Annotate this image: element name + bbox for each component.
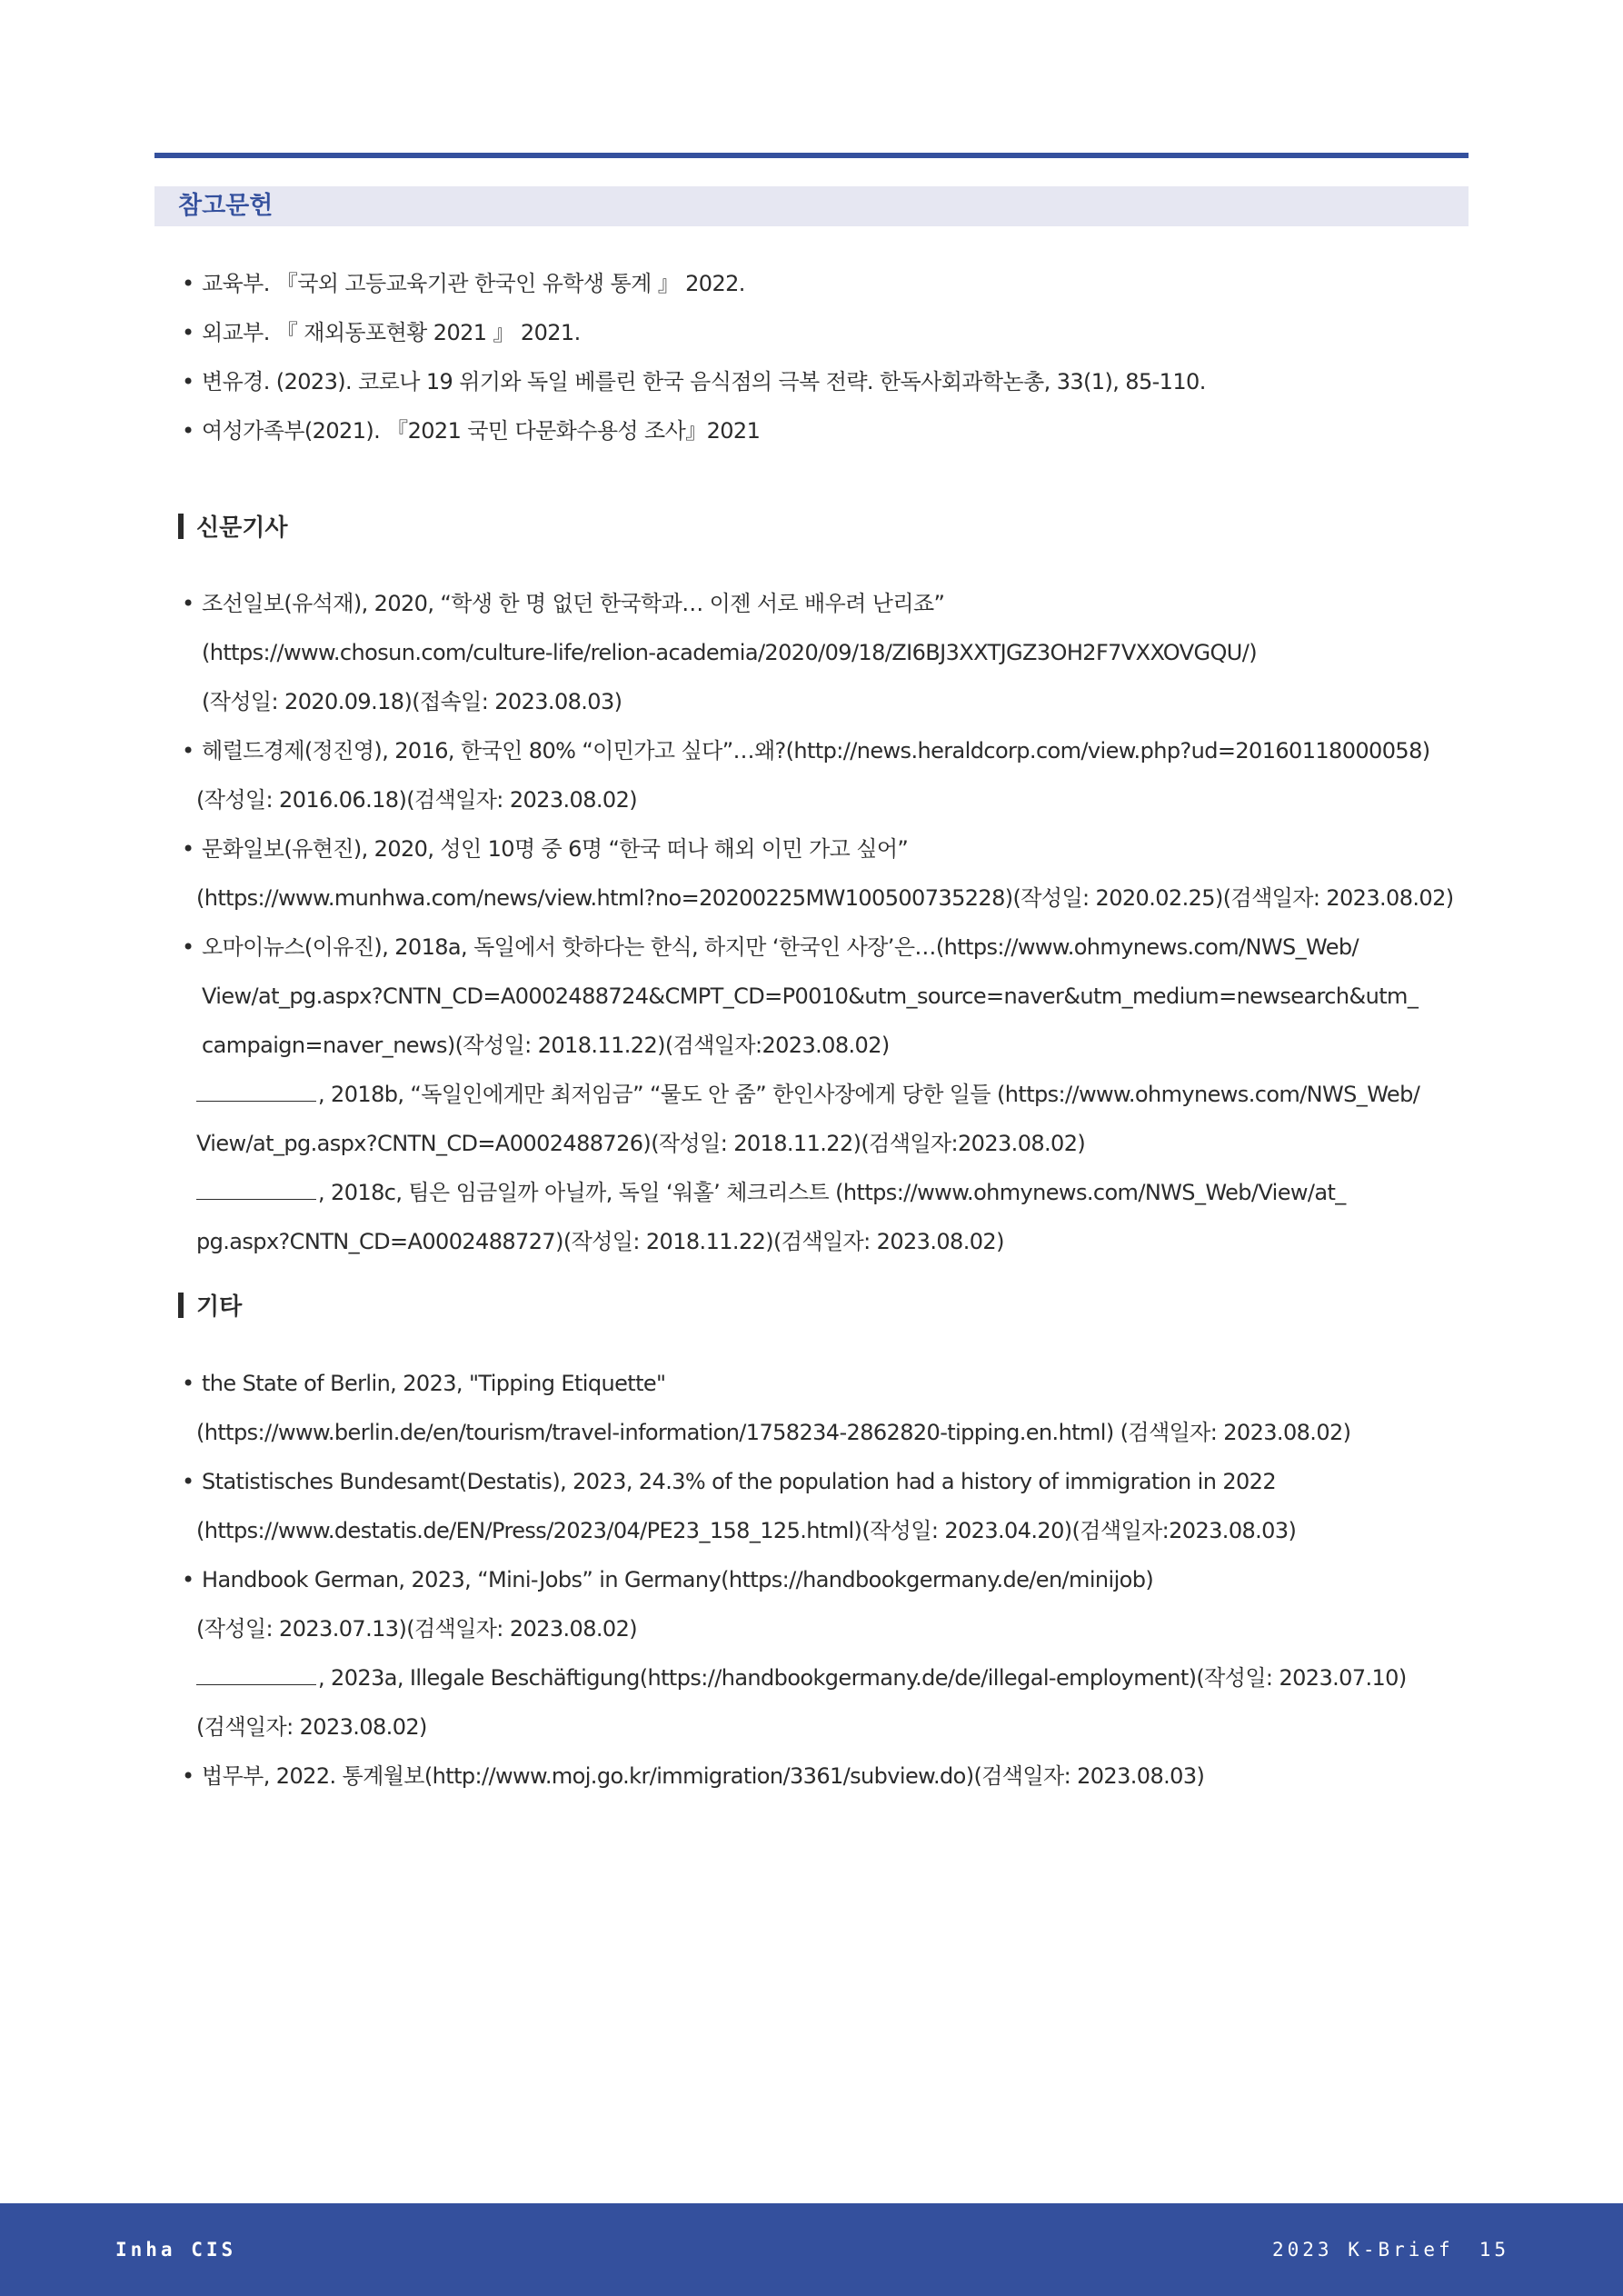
bullet-icon: •	[182, 418, 194, 444]
other-item: • 법무부, 2022. 통계월보(http://www.moj.go.kr/immigration/3361/subview.do)(검색일자: 2023.08.03)	[178, 1752, 1469, 1801]
reference-item: • 외교부. 『 재외동포현황 2021 』 2021.	[178, 308, 1469, 357]
news-item: , 2018b, “독일인에게만 최저임금” “물도 안 줌” 한인사장에게 당한 일들 (https://www.ohmynews.com/NWS_Web/ View/at_pg.aspx?CNTN_CD=A0002488726)(작성일: 2018.11.22)(검색일자:2023.08.02)	[196, 1082, 1420, 1156]
ditto-line	[196, 1666, 316, 1685]
ditto-line	[196, 1181, 316, 1200]
news-item: • 조선일보(유석재), 2020, “학생 한 명 없던 한국학과… 이젠 서로 배우려 난리죠” (https://www.chosun.com/culture-life/relion-academia/2020/09/18/ZI6BJ3XXTJGZ3OH2F7VXXOVGQU/) (작성일: 2020.09.18)(접속일: 2023.08.03)	[178, 579, 1469, 726]
bullet-icon: •	[182, 1371, 194, 1396]
ditto-line	[196, 1083, 316, 1102]
bullet-icon: •	[182, 738, 194, 764]
reference-list	[178, 259, 1469, 455]
reference-item: • 교육부. 『국외 고등교육기관 한국인 유학생 통계 』 2022.	[178, 259, 1469, 308]
reference-item: • 변유경. (2023). 코로나 19 위기와 독일 베를린 한국 음식점의 극복 전략. 한독사회과학논총, 33(1), 85-110.	[178, 357, 1469, 406]
bullet-icon: •	[182, 591, 194, 616]
other-item: • Handbook German, 2023, “Mini-Jobs” in Germany(https://handbookgermany.de/en/minijob) (작성일: 2023.07.13)(검색일자: 2023.08.02)	[178, 1555, 1469, 1653]
bullet-icon: •	[182, 369, 194, 394]
bullet-icon: •	[182, 320, 194, 345]
section-banner	[154, 186, 1469, 226]
bullet-icon: •	[182, 934, 194, 960]
footer-issue: 2023 K-Brief 15	[1271, 2239, 1509, 2261]
news-item: , 2018c, 팀은 임금일까 아닐까, 독일 ‘워홀’ 체크리스트 (https://www.ohmynews.com/NWS_Web/View/at_ pg.aspx?CNTN_CD=A0002488727)(작성일: 2018.11.22)(검색일자: 2023.08.02)	[196, 1180, 1346, 1254]
other-list	[178, 1359, 1469, 1801]
news-item: • 오마이뉴스(이유진), 2018a, 독일에서 핫하다는 한식, 하지만 ‘한국인 사장’은…(https://www.ohmynews.com/NWS_Web/ View/at_pg.aspx?CNTN_CD=A0002488724&CMPT_CD=P0010&utm_source=naver&utm_medium=newsearch&utm_ campaign=naver_news)(작성일: 2018.11.22)(검색일자:2023.08.02)	[178, 923, 1469, 1070]
other-item: • the State of Berlin, 2023, "Tipping Etiquette" (https://www.berlin.de/en/tourism/travel-information/1758234-2862820-tipping.en.html) (검색일자: 2023.08.02)	[178, 1359, 1469, 1457]
news-list	[178, 579, 1469, 1266]
other-item: , 2023a, Illegale Beschäftigung(https://handbookgermany.de/de/illegal-employment)(작성일: 2023.07.10) (검색일자: 2023.08.02)	[196, 1665, 1407, 1740]
bullet-icon: •	[182, 1567, 194, 1592]
other-item: • Statistisches Bundesamt(Destatis), 2023, 24.3% of the population had a history of immigration in 2022 (https://www.destatis.de/EN/Press/2023/04/PE23_158_125.html)(작성일: 2023.04.20)(검색일자:2023.08.03)	[178, 1457, 1469, 1555]
section-title: 참고문헌	[178, 192, 274, 220]
news-heading: 신문기사	[178, 513, 287, 544]
top-rule	[154, 153, 1469, 158]
bullet-icon: •	[182, 836, 194, 862]
heading-bar-icon	[178, 1293, 184, 1318]
news-item: • 헤럴드경제(정진영), 2016, 한국인 80% “이민가고 싶다”…왜?(http://news.heraldcorp.com/view.php?ud=20160118000058) (작성일: 2016.06.18)(검색일자: 2023.08.02)	[178, 726, 1469, 824]
bullet-icon: •	[182, 1469, 194, 1494]
reference-item: • 여성가족부(2021). 『2021 국민 다문화수용성 조사』2021	[178, 406, 1469, 455]
footer-publisher: Inha CIS	[115, 2239, 237, 2261]
bullet-icon: •	[182, 271, 194, 296]
page-footer	[0, 2203, 1623, 2296]
other-heading: 기타	[178, 1292, 242, 1323]
news-item: • 문화일보(유현진), 2020, 성인 10명 중 6명 “한국 떠나 해외 이민 가고 싶어” (https://www.munhwa.com/news/view.html?no=20200225MW100500735228)(작성일: 2020.02.25)(검색일자: 2023.08.02)	[178, 824, 1469, 923]
bullet-icon: •	[182, 1763, 194, 1789]
heading-bar-icon	[178, 514, 184, 539]
page-number: 15	[1479, 2239, 1509, 2261]
